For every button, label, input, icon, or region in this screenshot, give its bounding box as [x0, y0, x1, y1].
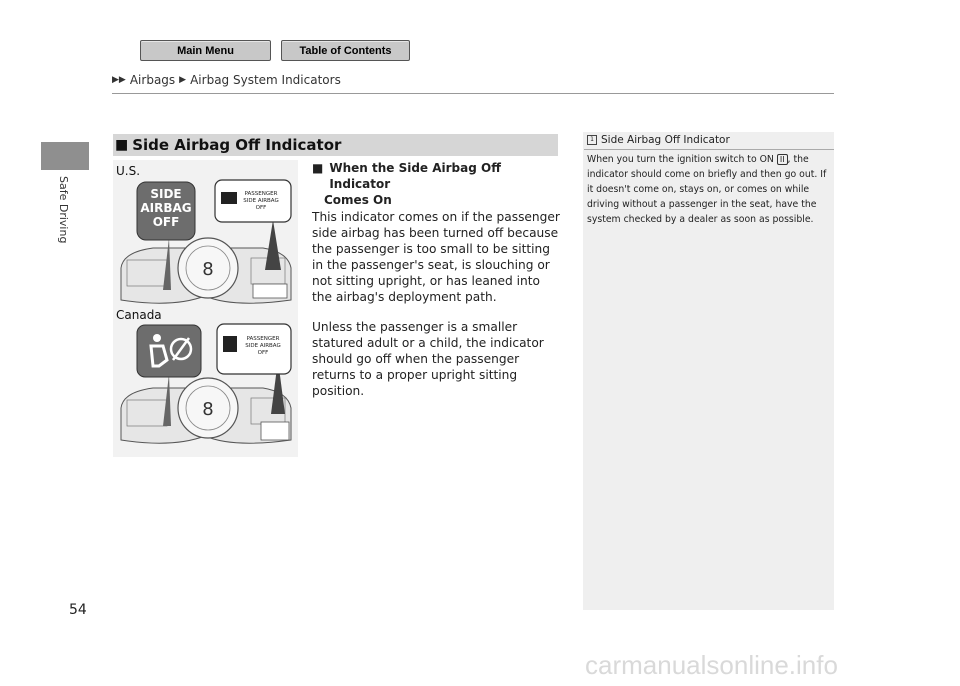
label-canada: Canada — [116, 308, 162, 322]
subheading-line1: When the Side Airbag Off Indicator — [329, 161, 501, 191]
header-divider — [112, 93, 834, 94]
note-heading — [587, 134, 730, 146]
breadcrumb-arrow-icon: ▶ — [179, 75, 187, 85]
us-icon-line2: AIRBAG — [140, 201, 192, 215]
page-number: 54 — [69, 602, 87, 618]
breadcrumb — [112, 73, 341, 87]
body-text — [312, 160, 562, 413]
paragraph-1: This indicator comes on if the passenger side airbag has been turned off because the passenger is too small to be sitting in the passenger's seat, is slouching or not sitting upright, or has leaned into the airbag's deployment path. — [312, 210, 560, 304]
chapter-label: Safe Driving — [57, 176, 70, 244]
ca-passenger-line3: OFF — [257, 350, 269, 356]
ca-passenger-line1: PASSENGER — [246, 336, 280, 342]
note-text-part2: , the indicator should come on briefly and then go out. If it doesn't come on, stays on, or comes on while driving without a passenger in the seat, have the system checked by a dealer as soon as possible. — [587, 154, 827, 225]
svg-text:8: 8 — [202, 259, 214, 280]
subheading-line2: Comes On — [324, 193, 392, 207]
us-passenger-line2: SIDE AIRBAG — [243, 198, 279, 204]
subheading — [312, 160, 562, 192]
note-text-part1: When you turn the ignition switch to ON — [587, 154, 777, 165]
square-bullet-icon: ■ — [115, 137, 129, 153]
us-icon-line1: SIDE — [150, 187, 182, 201]
watermark: carmanualsonline.info — [585, 650, 838, 680]
indicator-figure — [113, 160, 298, 457]
ca-passenger-line2: SIDE AIRBAG — [245, 343, 281, 349]
label-us: U.S. — [116, 164, 141, 178]
section-title: Side Airbag Off Indicator — [132, 136, 342, 154]
breadcrumb-airbags-link[interactable]: Airbags — [129, 73, 176, 87]
us-icon-line3: OFF — [152, 215, 180, 229]
breadcrumb-arrow-icon: ▶▶ — [112, 75, 126, 85]
us-passenger-line3: OFF — [255, 205, 267, 211]
ignition-key-icon: II — [777, 154, 788, 165]
paragraph-2: Unless the passenger is a smaller statured adult or a child, the indicator should go off when the passenger returns to a proper upright sitting position. — [312, 320, 544, 398]
breadcrumb-indicators: Airbag System Indicators — [190, 73, 341, 87]
square-bullet-icon: ■ — [312, 161, 324, 175]
us-passenger-line1: PASSENGER — [244, 191, 278, 197]
note-text — [587, 152, 829, 227]
note-icon: 1 — [587, 135, 597, 145]
us-dashboard — [121, 238, 291, 303]
svg-text:8: 8 — [202, 399, 214, 420]
note-title: Side Airbag Off Indicator — [601, 134, 730, 146]
table-of-contents-button[interactable]: Table of Contents — [281, 40, 410, 61]
section-heading — [113, 134, 558, 156]
main-menu-button[interactable]: Main Menu — [140, 40, 271, 61]
chapter-tab — [41, 142, 89, 170]
canada-dashboard — [121, 378, 291, 443]
note-divider — [584, 149, 834, 150]
